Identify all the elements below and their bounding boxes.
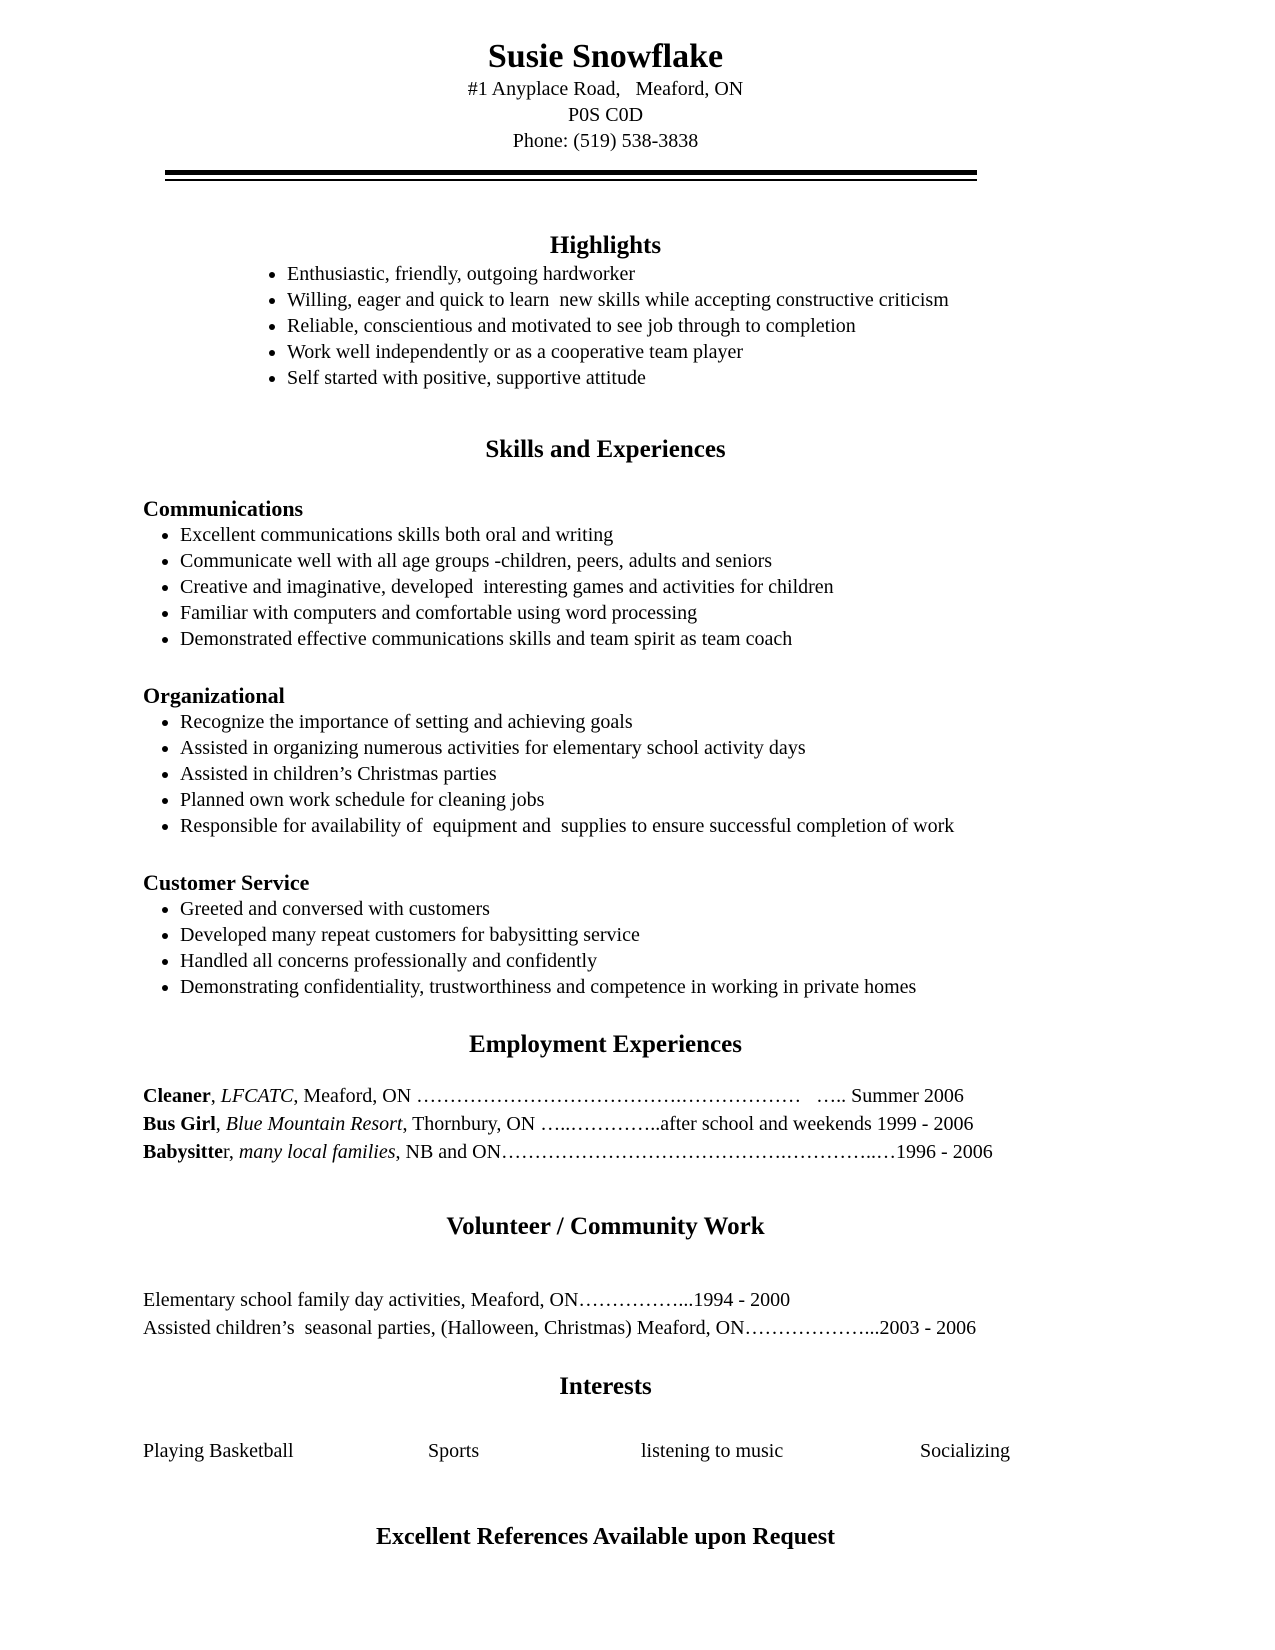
job-mid-text: r, bbox=[223, 1141, 239, 1163]
skill-item: • Familiar with computers and comfortable using word processing bbox=[180, 600, 1068, 626]
skills-title: Skills and Experiences bbox=[485, 436, 726, 463]
highlights-section bbox=[143, 231, 1068, 391]
communications-subsection bbox=[143, 495, 1068, 652]
job-mid-text: , bbox=[215, 1113, 226, 1135]
address-line: #1 Anyplace Road, Meaford, ON bbox=[467, 78, 744, 100]
volunteer-title: Volunteer / Community Work bbox=[446, 1213, 765, 1240]
volunteer-entry: Elementary school family day activities, Meaford, ON……………...1994 - 2000 bbox=[143, 1289, 791, 1311]
highlight-item: • Self started with positive, supportive attitude bbox=[287, 365, 1068, 391]
skill-item: • Assisted in children’s Christmas parties bbox=[180, 761, 1068, 787]
skill-item: • Planned own work schedule for cleaning jobs bbox=[180, 787, 1068, 813]
organizational-list bbox=[143, 709, 1068, 839]
job-organization: many local families bbox=[238, 1141, 396, 1163]
employment-entry bbox=[143, 1082, 1068, 1110]
skill-item: • Responsible for availability of equipment and supplies to ensure successful completion of work bbox=[180, 813, 1068, 839]
volunteer-entry: Assisted children’s seasonal parties, (Halloween, Christmas) Meaford, ON………………...2003 - 2006 bbox=[143, 1317, 977, 1339]
highlight-item: • Enthusiastic, friendly, outgoing hardworker bbox=[287, 261, 1068, 287]
customer-service-title: Customer Service bbox=[143, 870, 310, 895]
skill-item: • Handled all concerns professionally and confidently bbox=[180, 948, 1068, 974]
job-organization: LFCATC bbox=[220, 1085, 294, 1107]
volunteer-entries bbox=[143, 1286, 1068, 1342]
highlights-list bbox=[143, 261, 1068, 391]
employment-title: Employment Experiences bbox=[469, 1031, 742, 1058]
interest-item: listening to music bbox=[641, 1440, 784, 1462]
resume-content bbox=[143, 38, 1068, 1552]
organizational-title: Organizational bbox=[143, 683, 285, 708]
employment-entry bbox=[143, 1110, 1068, 1138]
references-note: Excellent References Available upon Request bbox=[375, 1524, 836, 1550]
skill-item: • Recognize the importance of setting and achieving goals bbox=[180, 709, 1068, 735]
customer-service-subsection bbox=[143, 869, 1068, 1000]
phone-line: Phone: (519) 538-3838 bbox=[512, 130, 699, 152]
organizational-subsection bbox=[143, 682, 1068, 839]
highlights-title: Highlights bbox=[549, 232, 662, 259]
employment-section bbox=[143, 1030, 1068, 1166]
communications-title: Communications bbox=[143, 496, 304, 521]
resume-header bbox=[143, 38, 1068, 181]
skill-item: • Excellent communications skills both oral and writing bbox=[180, 522, 1068, 548]
job-details: , NB and ON…………………………………….…………..…1996 - 2006 bbox=[395, 1141, 993, 1163]
customer-service-list bbox=[143, 896, 1068, 1000]
interest-item: Socializing bbox=[920, 1440, 1010, 1462]
employment-entries bbox=[143, 1082, 1068, 1166]
job-title: Babysitte bbox=[143, 1141, 223, 1163]
skill-item: • Assisted in organizing numerous activities for elementary school activity days bbox=[180, 735, 1068, 761]
name-heading: Susie Snowflake bbox=[487, 38, 724, 75]
communications-list bbox=[143, 522, 1068, 652]
job-organization: Blue Mountain Resort bbox=[225, 1113, 403, 1135]
job-title: Bus Girl bbox=[143, 1113, 216, 1135]
skill-item: • Developed many repeat customers for babysitting service bbox=[180, 922, 1068, 948]
volunteer-section bbox=[143, 1212, 1068, 1342]
skills-section bbox=[143, 435, 1068, 1000]
employment-entry bbox=[143, 1138, 1068, 1166]
interest-item: Playing Basketball bbox=[143, 1440, 294, 1462]
header-divider bbox=[165, 170, 977, 181]
postal-code-line: P0S C0D bbox=[567, 104, 644, 126]
interests-title: Interests bbox=[559, 1373, 652, 1400]
job-mid-text: , bbox=[210, 1085, 221, 1107]
skill-item: • Creative and imaginative, developed interesting games and activities for children bbox=[180, 574, 1068, 600]
job-title: Cleaner bbox=[143, 1085, 211, 1107]
highlight-item: • Reliable, conscientious and motivated to see job through to completion bbox=[287, 313, 1068, 339]
job-details: , Meaford, ON ………………………………….……………… ….. Summer 2006 bbox=[293, 1085, 964, 1107]
interest-item: Sports bbox=[428, 1440, 480, 1462]
skill-item: • Demonstrated effective communications skills and team spirit as team coach bbox=[180, 626, 1068, 652]
interests-row bbox=[143, 1438, 1068, 1464]
skill-item: • Demonstrating confidentiality, trustworthiness and competence in working in private homes bbox=[180, 974, 1068, 1000]
skill-item: • Communicate well with all age groups -children, peers, adults and seniors bbox=[180, 548, 1068, 574]
interests-section bbox=[143, 1372, 1068, 1464]
highlight-item: • Work well independently or as a cooperative team player bbox=[287, 339, 1068, 365]
skill-item: • Greeted and conversed with customers bbox=[180, 896, 1068, 922]
highlight-item: • Willing, eager and quick to learn new skills while accepting constructive criticism bbox=[287, 287, 1068, 313]
job-details: , Thornbury, ON …..…………..after school and weekends 1999 - 2006 bbox=[402, 1113, 974, 1135]
